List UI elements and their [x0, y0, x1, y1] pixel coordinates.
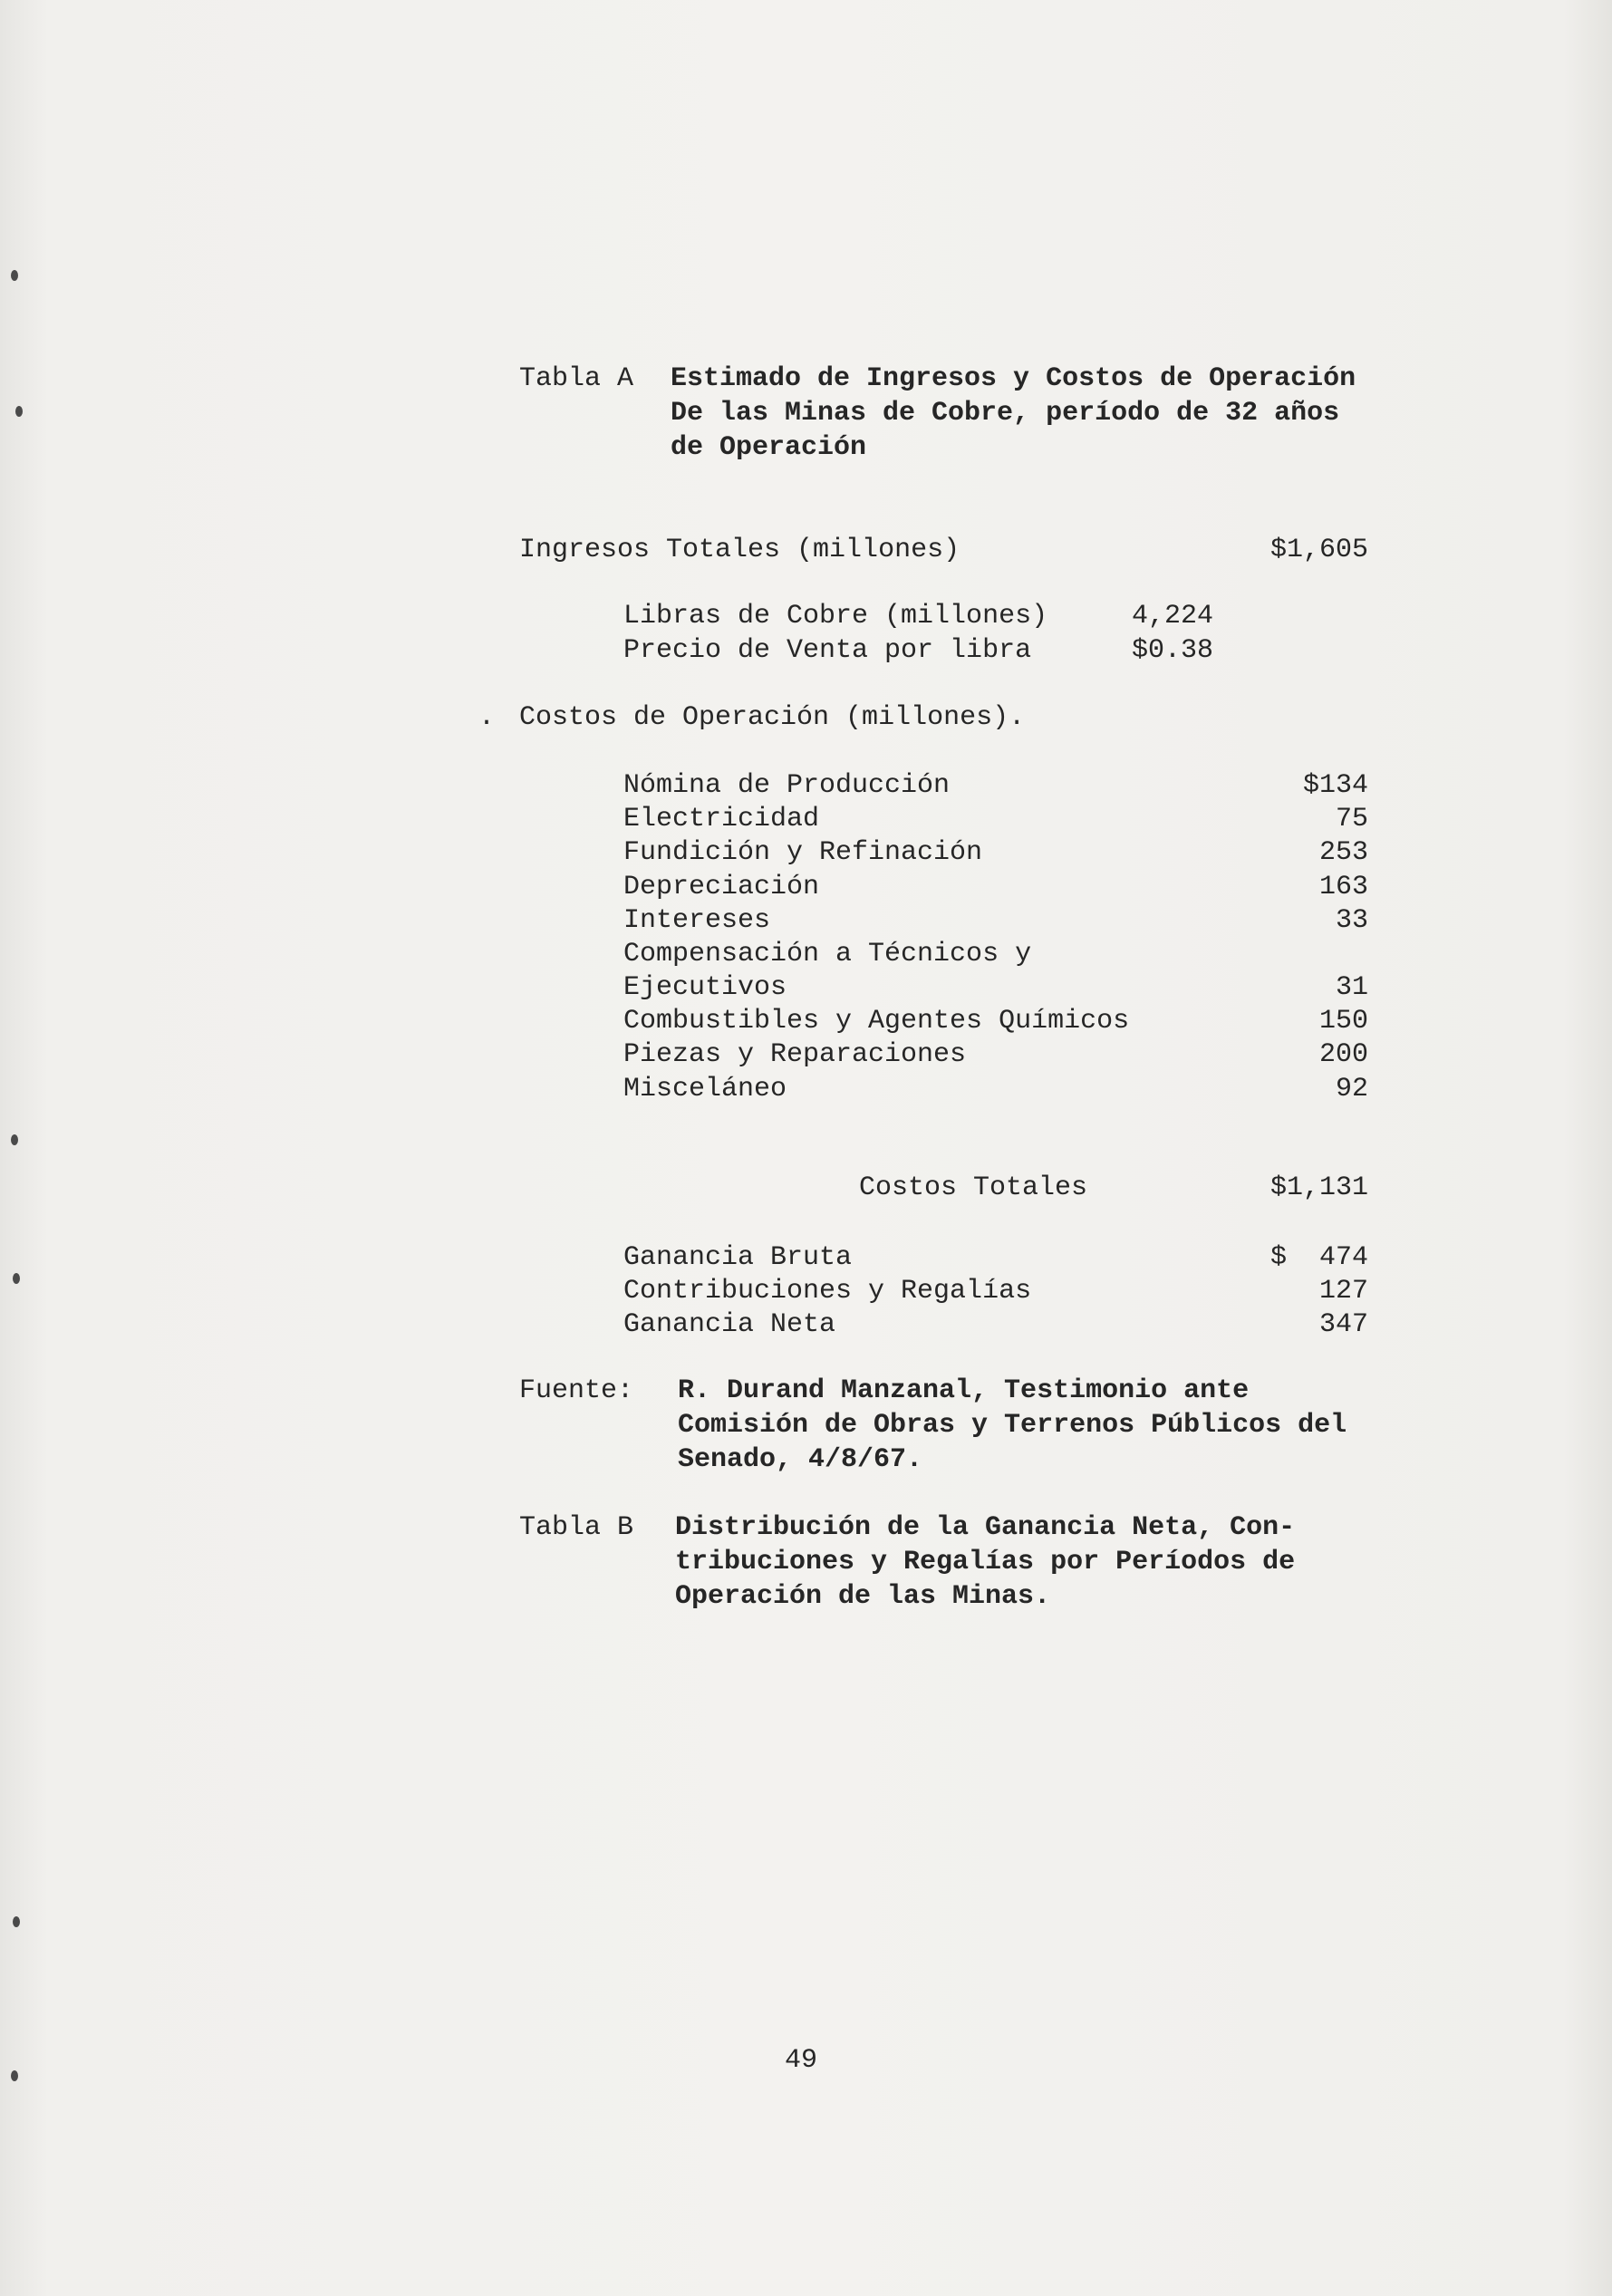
list-item-value: 31 — [1335, 972, 1368, 1003]
list-item-label: Ejecutivos — [623, 972, 787, 1003]
scan-mark — [13, 1273, 20, 1284]
ingresos-totales-label: Ingresos Totales (millones) — [519, 535, 960, 565]
costos-bullet: . — [478, 702, 496, 733]
table-a-label: Tabla A — [519, 363, 634, 394]
scan-mark — [15, 406, 23, 417]
costos-totales-label: Costos Totales — [859, 1172, 1088, 1203]
list-item-value: 253 — [1318, 837, 1368, 868]
list-item-label: Combustibles y Agentes Químicos — [623, 1006, 1130, 1037]
table-b-label: Tabla B — [519, 1512, 634, 1543]
table-a-title-line-2: De las Minas de Cobre, período de 32 años — [671, 398, 1340, 429]
list-item-value: 75 — [1335, 804, 1368, 834]
list-item-value: $134 — [1302, 770, 1368, 801]
scan-mark — [11, 2070, 18, 2081]
list-item-value: 33 — [1335, 905, 1368, 936]
ingresos-totales-value: $1,605 — [1269, 535, 1368, 565]
scan-mark — [11, 1134, 18, 1145]
ganancia-bruta-value: $ 474 — [1269, 1242, 1368, 1273]
list-item-label: Piezas y Reparaciones — [623, 1039, 967, 1070]
fuente-label: Fuente: — [519, 1375, 634, 1406]
list-item-label: Nómina de Producción — [623, 770, 951, 801]
list-item-label: Intereses — [623, 905, 771, 936]
page-number: 49 — [785, 2045, 818, 2076]
list-item-value: 150 — [1318, 1006, 1368, 1037]
fuente-line-2: Comisión de Obras y Terrenos Públicos del — [678, 1410, 1347, 1441]
contribuciones-label: Contribuciones y Regalías — [623, 1276, 1032, 1307]
ganancia-neta-label: Ganancia Neta — [623, 1309, 836, 1340]
libras-cobre-label: Libras de Cobre (millones) — [623, 601, 1048, 632]
list-item-value: 163 — [1318, 872, 1368, 902]
list-item-label: Electricidad — [623, 804, 820, 834]
fuente-line-3: Senado, 4/8/67. — [678, 1444, 923, 1475]
table-a-title-line-1: Estimado de Ingresos y Costos de Operación — [671, 363, 1356, 394]
scan-mark — [11, 270, 18, 281]
list-item-label: Fundición y Refinación — [623, 837, 983, 868]
table-b-title-line-3: Operación de las Minas. — [675, 1581, 1051, 1612]
list-item-value: 92 — [1335, 1074, 1368, 1105]
costos-totales-value: $1,131 — [1269, 1172, 1368, 1203]
fuente-line-1: R. Durand Manzanal, Testimonio ante — [678, 1375, 1250, 1406]
scan-mark — [13, 1916, 20, 1927]
costos-operacion-label: Costos de Operación (millones). — [519, 702, 1026, 733]
table-b-title-line-1: Distribución de la Ganancia Neta, Con- — [675, 1512, 1296, 1543]
table-a-title-line-3: de Operación — [671, 432, 867, 463]
libras-cobre-value: 4,224 — [1132, 601, 1214, 632]
list-item-label: Misceláneo — [623, 1074, 787, 1105]
contribuciones-value: 127 — [1318, 1276, 1368, 1307]
precio-venta-label: Precio de Venta por libra — [623, 635, 1032, 666]
list-item-label: Depreciación — [623, 872, 820, 902]
ganancia-neta-value: 347 — [1318, 1309, 1368, 1340]
ganancia-bruta-label: Ganancia Bruta — [623, 1242, 853, 1273]
list-item-label: Compensación a Técnicos y — [623, 939, 1032, 970]
list-item-value: 200 — [1318, 1039, 1368, 1070]
table-b-title-line-2: tribuciones y Regalías por Períodos de — [675, 1547, 1296, 1577]
precio-venta-value: $0.38 — [1132, 635, 1214, 666]
